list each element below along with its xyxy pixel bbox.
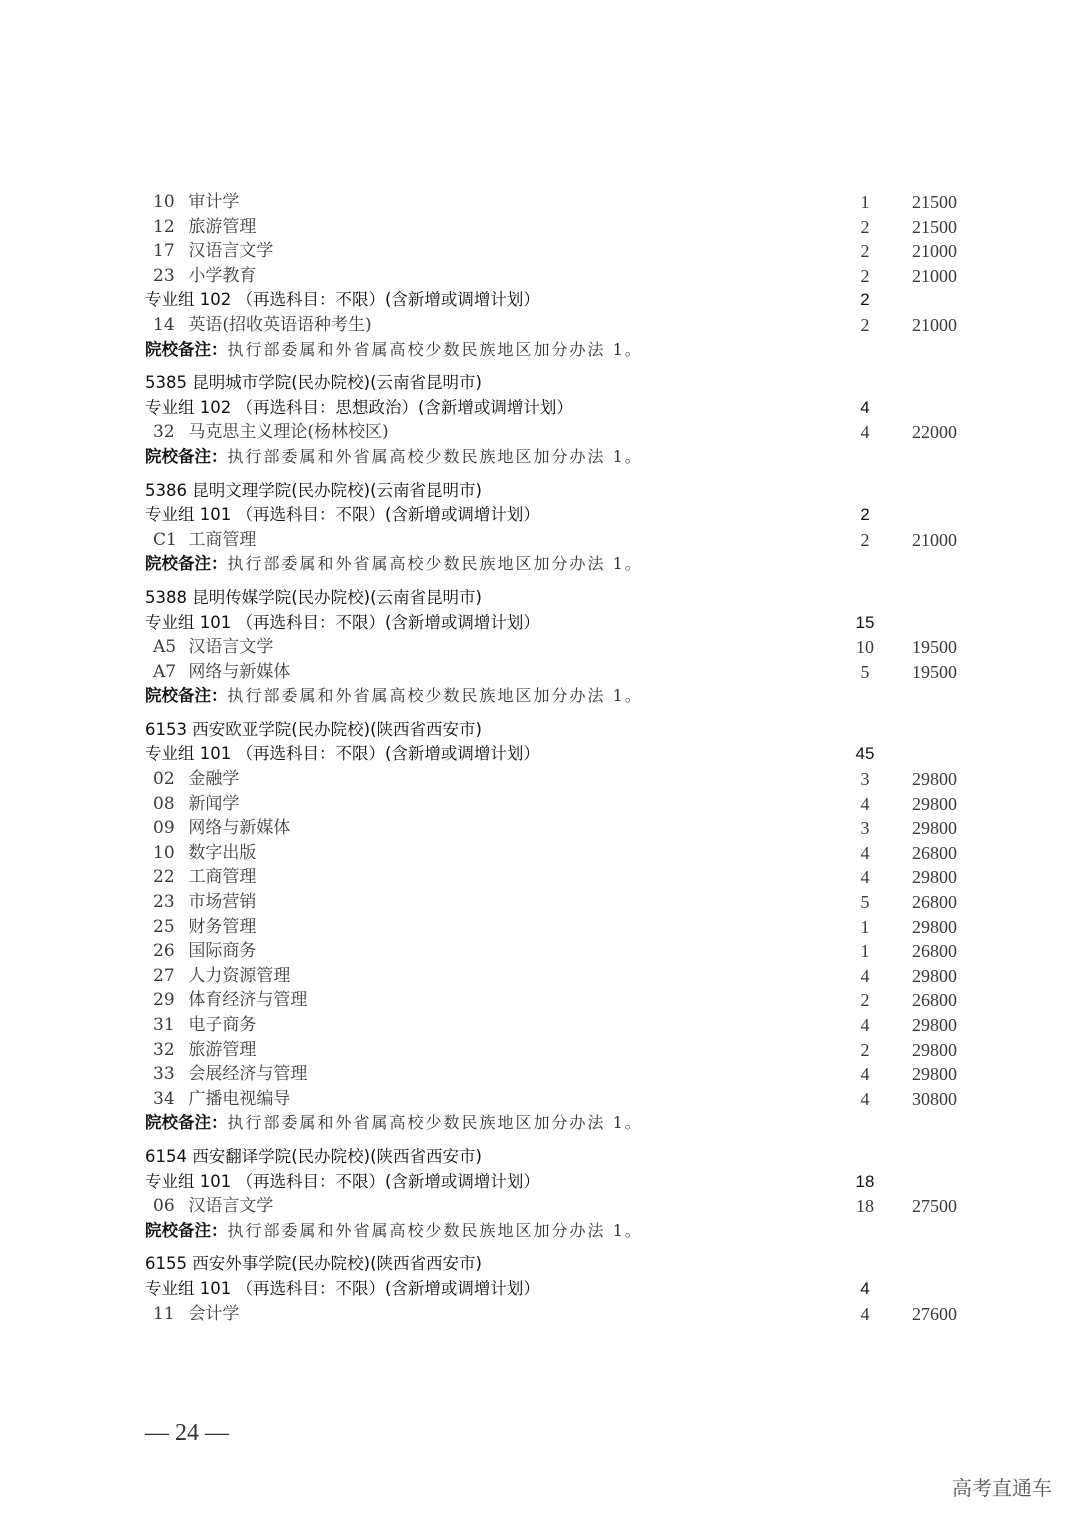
- tuition-fee: 29800: [912, 965, 957, 986]
- major-code: 02: [153, 769, 175, 790]
- tuition-fee: 29800: [912, 916, 957, 937]
- school-note-label: 院校备注：: [145, 1113, 228, 1133]
- major-label: [153, 528, 256, 553]
- major-name: 会展经济与管理: [188, 1064, 308, 1085]
- major-code: C1: [153, 529, 177, 550]
- major-code: 29: [153, 990, 175, 1011]
- major-name: 汉语言文学: [188, 1196, 274, 1217]
- major-code: 14: [153, 314, 175, 335]
- school-note-text: 执行部委属和外省属高校少数民族地区加分办法 1。: [227, 686, 643, 706]
- major-group-row: [145, 742, 975, 767]
- major-label: [153, 660, 290, 685]
- plan-count: 4: [860, 793, 870, 814]
- major-group-row: [145, 1277, 975, 1302]
- school-name: 5386 昆明文理学院(民办院校)(云南省昆明市): [145, 480, 482, 500]
- major-label: [153, 988, 307, 1013]
- plan-count: 4: [860, 1303, 870, 1324]
- major-label: [153, 1038, 256, 1063]
- major-group-row: [145, 611, 975, 636]
- major-code: 06: [153, 1196, 175, 1217]
- school-note-text: 执行部委属和外省属高校少数民族地区加分办法 1。: [227, 339, 643, 359]
- major-code: 08: [153, 793, 175, 814]
- major-group-row: [145, 396, 975, 421]
- plan-count: 1: [860, 916, 870, 937]
- major-name: 小学教育: [188, 265, 257, 286]
- plan-count: 2: [860, 265, 870, 286]
- group-plan-count: 4: [860, 397, 870, 417]
- major-row: [145, 865, 975, 890]
- major-row: [145, 792, 975, 817]
- tuition-fee: 29800: [912, 793, 957, 814]
- tuition-fee: 29800: [912, 1064, 957, 1085]
- school-note-text: 执行部委属和外省属高校少数民族地区加分办法 1。: [227, 1113, 643, 1133]
- major-label: [153, 767, 239, 792]
- major-name: 马克思主义理论(杨林校区): [188, 422, 389, 443]
- school-note: [145, 1219, 975, 1244]
- major-label: [153, 939, 256, 964]
- major-row: [145, 1302, 975, 1327]
- major-group-label: 专业组 101 （再选科目：不限）(含新增或调增计划）: [145, 505, 540, 525]
- tuition-fee: 29800: [912, 818, 957, 839]
- school-header: [145, 371, 975, 396]
- plan-count: 5: [860, 892, 870, 913]
- plan-count: 2: [860, 990, 870, 1011]
- major-label: [153, 1194, 273, 1219]
- major-code: 25: [153, 916, 175, 937]
- major-code: 17: [153, 241, 175, 262]
- school-name: 6155 西安外事学院(民办院校)(陕西省西安市): [145, 1254, 482, 1274]
- major-code: 12: [153, 216, 175, 237]
- school-note: [145, 552, 975, 577]
- admission-plan-list: [145, 190, 975, 1326]
- major-code: 31: [153, 1015, 175, 1035]
- school-header: [145, 718, 975, 743]
- major-row: [145, 1062, 975, 1087]
- major-label: [153, 792, 239, 817]
- plan-count: 1: [860, 192, 870, 212]
- tuition-fee: 21000: [912, 265, 957, 286]
- tuition-fee: 21000: [912, 529, 957, 550]
- major-name: 电子商务: [188, 1015, 257, 1035]
- school-name: 5388 昆明传媒学院(民办院校)(云南省昆明市): [145, 587, 482, 607]
- major-code: 27: [153, 965, 175, 986]
- plan-count: 18: [856, 1196, 874, 1217]
- major-group-label: 专业组 101 （再选科目：不限）(含新增或调增计划）: [145, 744, 540, 764]
- group-plan-count: 45: [855, 744, 875, 764]
- tuition-fee: 30800: [912, 1088, 957, 1109]
- major-name: 国际商务: [188, 941, 257, 962]
- major-name: 市场营销: [188, 892, 257, 913]
- major-name: 网络与新媒体: [188, 661, 291, 682]
- major-group-label: 专业组 102 （再选科目：不限）(含新增或调增计划）: [145, 290, 540, 310]
- school-note: [145, 445, 975, 470]
- major-row: [145, 420, 975, 445]
- major-row: [145, 890, 975, 915]
- school-note-label: 院校备注：: [145, 554, 228, 574]
- plan-count: 4: [860, 842, 870, 863]
- major-label: [153, 239, 273, 264]
- major-row: [145, 190, 975, 215]
- major-label: [153, 841, 256, 866]
- school-note-label: 院校备注：: [145, 446, 228, 466]
- major-row: [145, 528, 975, 553]
- tuition-fee: 26800: [912, 941, 957, 962]
- school-note-content: [145, 684, 643, 709]
- school-note-label: 院校备注：: [145, 339, 228, 359]
- tuition-fee: 21000: [912, 314, 957, 335]
- plan-count: 3: [860, 818, 870, 839]
- major-row: [145, 1087, 975, 1112]
- major-name: 审计学: [188, 192, 240, 212]
- tuition-fee: 29800: [912, 1015, 957, 1035]
- major-label: [153, 190, 239, 215]
- group-plan-count: 4: [860, 1278, 870, 1298]
- school-header: [145, 1145, 975, 1170]
- major-code: 32: [153, 422, 175, 443]
- major-name: 人力资源管理: [188, 965, 291, 986]
- major-row: [145, 1038, 975, 1063]
- major-label: [153, 635, 273, 660]
- school-note-content: [145, 338, 643, 363]
- major-row: [145, 1194, 975, 1219]
- group-plan-count: 2: [860, 290, 870, 310]
- school-name: 6154 西安翻译学院(民办院校)(陕西省西安市): [145, 1146, 482, 1166]
- school-note-label: 院校备注：: [145, 1220, 228, 1240]
- major-code: 23: [153, 265, 175, 286]
- major-group-row: [145, 288, 975, 313]
- major-code: 10: [153, 192, 175, 212]
- school-note-text: 执行部委属和外省属高校少数民族地区加分办法 1。: [227, 446, 643, 466]
- tuition-fee: 27600: [912, 1303, 957, 1324]
- tuition-fee: 19500: [912, 637, 957, 658]
- major-row: [145, 635, 975, 660]
- major-name: 财务管理: [188, 916, 257, 937]
- major-code: 10: [153, 842, 175, 863]
- group-plan-count: 2: [860, 505, 870, 525]
- tuition-fee: 29800: [912, 1039, 957, 1060]
- school-note-content: [145, 1111, 643, 1136]
- major-row: [145, 215, 975, 240]
- tuition-fee: 26800: [912, 990, 957, 1011]
- major-name: 会计学: [188, 1303, 240, 1324]
- plan-count: 2: [860, 529, 870, 550]
- school-note-content: [145, 445, 643, 470]
- major-name: 汉语言文学: [188, 241, 274, 262]
- plan-count: 3: [860, 769, 870, 790]
- major-code: 11: [153, 1303, 175, 1324]
- major-label: [153, 915, 256, 940]
- major-label: [153, 865, 256, 890]
- major-group-label: 专业组 101 （再选科目：不限）(含新增或调增计划）: [145, 1171, 540, 1191]
- major-label: [153, 1062, 307, 1087]
- school-header: [145, 479, 975, 504]
- plan-count: 1: [860, 941, 870, 962]
- major-group-label: 专业组 101 （再选科目：不限）(含新增或调增计划）: [145, 612, 540, 632]
- plan-count: 4: [860, 1015, 870, 1035]
- major-name: 新闻学: [188, 793, 240, 814]
- school-note: [145, 338, 975, 363]
- major-group-row: [145, 1170, 975, 1195]
- tuition-fee: 19500: [912, 661, 957, 682]
- major-code: 32: [153, 1039, 175, 1060]
- page-number: — 24 —: [145, 1420, 229, 1446]
- major-label: [153, 313, 372, 338]
- major-row: [145, 841, 975, 866]
- major-code: 23: [153, 892, 175, 913]
- major-label: [153, 1087, 290, 1112]
- tuition-fee: 26800: [912, 842, 957, 863]
- major-name: 英语(招收英语语种考生): [188, 314, 372, 335]
- school-name: 5385 昆明城市学院(民办院校)(云南省昆明市): [145, 373, 482, 393]
- major-code: A7: [153, 661, 177, 682]
- major-row: [145, 1013, 975, 1038]
- major-name: 网络与新媒体: [188, 818, 291, 839]
- major-label: [153, 420, 389, 445]
- plan-count: 2: [860, 241, 870, 262]
- plan-count: 4: [860, 422, 870, 443]
- school-note: [145, 1111, 975, 1136]
- tuition-fee: 21000: [912, 241, 957, 262]
- major-code: 26: [153, 941, 175, 962]
- tuition-fee: 26800: [912, 892, 957, 913]
- tuition-fee: 22000: [912, 422, 957, 443]
- plan-count: 2: [860, 314, 870, 335]
- plan-count: 5: [860, 661, 870, 682]
- major-name: 旅游管理: [188, 1039, 257, 1060]
- plan-count: 2: [860, 216, 870, 237]
- major-label: [153, 1302, 239, 1327]
- school-header: [145, 586, 975, 611]
- major-label: [153, 264, 256, 289]
- plan-count: 4: [860, 867, 870, 888]
- school-note-text: 执行部委属和外省属高校少数民族地区加分办法 1。: [227, 554, 643, 574]
- group-plan-count: 15: [855, 612, 875, 632]
- tuition-fee: 21500: [912, 192, 957, 212]
- major-group-label: 专业组 102 （再选科目：思想政治）(含新增或调增计划）: [145, 397, 573, 417]
- major-code: 22: [153, 867, 175, 888]
- plan-count: 10: [856, 637, 874, 658]
- tuition-fee: 21500: [912, 216, 957, 237]
- plan-count: 2: [860, 1039, 870, 1060]
- major-row: [145, 939, 975, 964]
- major-row: [145, 264, 975, 289]
- tuition-fee: 27500: [912, 1196, 957, 1217]
- major-group-row: [145, 503, 975, 528]
- major-name: 汉语言文学: [188, 637, 274, 658]
- school-note-text: 执行部委属和外省属高校少数民族地区加分办法 1。: [227, 1220, 643, 1240]
- major-group-label: 专业组 101 （再选科目：不限）(含新增或调增计划）: [145, 1278, 540, 1298]
- major-code: 33: [153, 1064, 175, 1085]
- major-label: [153, 964, 290, 989]
- major-label: [153, 890, 256, 915]
- major-row: [145, 964, 975, 989]
- major-code: 34: [153, 1088, 175, 1109]
- major-name: 工商管理: [188, 529, 257, 550]
- major-name: 金融学: [188, 769, 240, 790]
- school-name: 6153 西安欧亚学院(民办院校)(陕西省西安市): [145, 719, 482, 739]
- major-row: [145, 239, 975, 264]
- tuition-fee: 29800: [912, 867, 957, 888]
- major-row: [145, 915, 975, 940]
- major-name: 旅游管理: [188, 216, 257, 237]
- major-name: 数字出版: [188, 842, 257, 863]
- plan-count: 4: [860, 965, 870, 986]
- major-row: [145, 660, 975, 685]
- school-note-content: [145, 552, 643, 577]
- tuition-fee: 29800: [912, 769, 957, 790]
- group-plan-count: 18: [855, 1171, 875, 1191]
- watermark: 高考直通车: [952, 1476, 1052, 1500]
- major-label: [153, 215, 256, 240]
- major-code: A5: [153, 637, 177, 658]
- major-code: 09: [153, 818, 175, 839]
- school-note-content: [145, 1219, 643, 1244]
- major-row: [145, 816, 975, 841]
- major-label: [153, 1013, 256, 1038]
- school-note: [145, 684, 975, 709]
- major-name: 体育经济与管理: [188, 990, 308, 1011]
- major-row: [145, 767, 975, 792]
- major-row: [145, 988, 975, 1013]
- plan-count: 4: [860, 1064, 870, 1085]
- school-header: [145, 1252, 975, 1277]
- major-label: [153, 816, 290, 841]
- major-row: [145, 313, 975, 338]
- school-note-label: 院校备注：: [145, 686, 228, 706]
- major-name: 广播电视编导: [188, 1088, 291, 1109]
- plan-count: 4: [860, 1088, 870, 1109]
- major-name: 工商管理: [188, 867, 257, 888]
